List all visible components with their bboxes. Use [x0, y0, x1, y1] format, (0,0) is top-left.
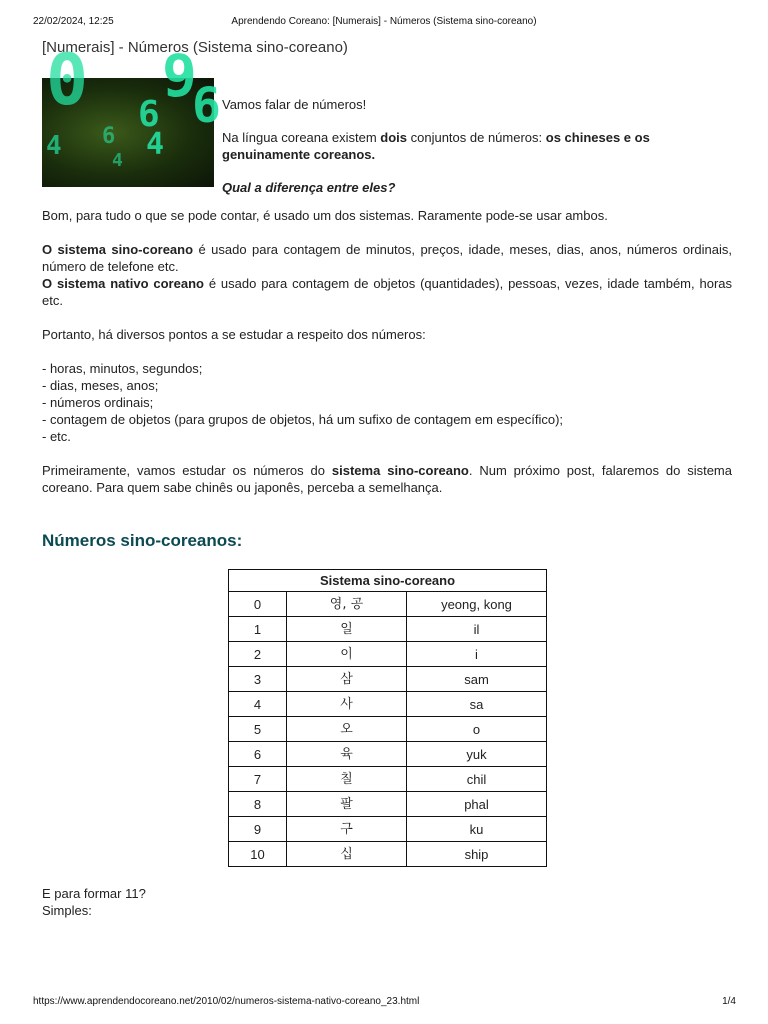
list-item: - dias, meses, anos; — [42, 378, 159, 393]
list-item: - contagem de objetos (para grupos de objetos, há um sufixo de contagem em específico); — [42, 412, 564, 427]
print-page-title: Aprendendo Coreano: [Numerais] - Números (Sistema sino-coreano) — [231, 16, 537, 27]
print-datetime: 22/02/2024, 12:25 — [33, 16, 114, 27]
print-url: https://www.aprendendocoreano.net/2010/02/numeros-sistema-nativo-coreano_23.html — [33, 996, 420, 1007]
sino-korean-table — [228, 569, 547, 867]
intro-line-1: Vamos falar de números! — [222, 97, 367, 112]
paragraph-2: O sistema sino-coreano é usado para contagem de minutos, preços, idade, meses, dias, anos, números ordinais, número de telefone etc. — [42, 242, 732, 274]
table-row: 0 영, 공 yeong, kong — [229, 592, 547, 617]
list-item: - números ordinais; — [42, 395, 154, 410]
post-title: [Numerais] - Números (Sistema sino-coreano) — [42, 39, 348, 56]
table-row: 2 이 i — [229, 642, 547, 667]
paragraph-1: Bom, para tudo o que se pode contar, é usado um dos sistemas. Raramente pode-se usar ambos. — [42, 208, 608, 223]
intro-block — [42, 39, 732, 195]
table-header: Sistema sino-coreano — [229, 570, 547, 592]
closing-text — [42, 885, 732, 919]
print-page-number: 1/4 — [722, 996, 736, 1007]
post-content — [42, 38, 732, 919]
list-item: - horas, minutos, segundos; — [42, 361, 203, 376]
table-row: 10 십 ship — [229, 842, 547, 867]
table-row: 1 일 il — [229, 617, 547, 642]
table-row: 6 육 yuk — [229, 742, 547, 767]
intro-text — [222, 96, 732, 212]
paragraph-4: Portanto, há diversos pontos a se estudar a respeito dos números: — [42, 327, 426, 342]
intro-line-2: Na língua coreana existem dois conjuntos de números: os chineses e os genuinamente coreanos. — [222, 130, 650, 162]
paragraph-3: O sistema nativo coreano é usado para contagem de objetos (quantidades), pessoas, vezes, idade também, horas etc. — [42, 276, 732, 308]
numbers-image: 9 6 6 4 6 4 0 4 — [42, 78, 214, 187]
section-title: Números sino-coreanos: — [42, 531, 243, 550]
table-row: 9 구 ku — [229, 817, 547, 842]
topics-list — [42, 360, 732, 445]
table-row: 4 사 sa — [229, 692, 547, 717]
table-row: 7 칠 chil — [229, 767, 547, 792]
table-row: 3 삼 sam — [229, 667, 547, 692]
closing-line-1: E para formar 11? — [42, 886, 146, 901]
intro-question: Qual a diferença entre eles? — [222, 180, 396, 195]
list-item: - etc. — [42, 429, 71, 444]
table-row: 8 팔 phal — [229, 792, 547, 817]
closing-line-2: Simples: — [42, 903, 92, 918]
paragraph-5: Primeiramente, vamos estudar os números do sistema sino-coreano. Num próximo post, falaremos do sistema coreano. Para quem sabe chinês ou japonês, perceba a semelhança. — [42, 463, 732, 495]
table-row: 5 오 o — [229, 717, 547, 742]
